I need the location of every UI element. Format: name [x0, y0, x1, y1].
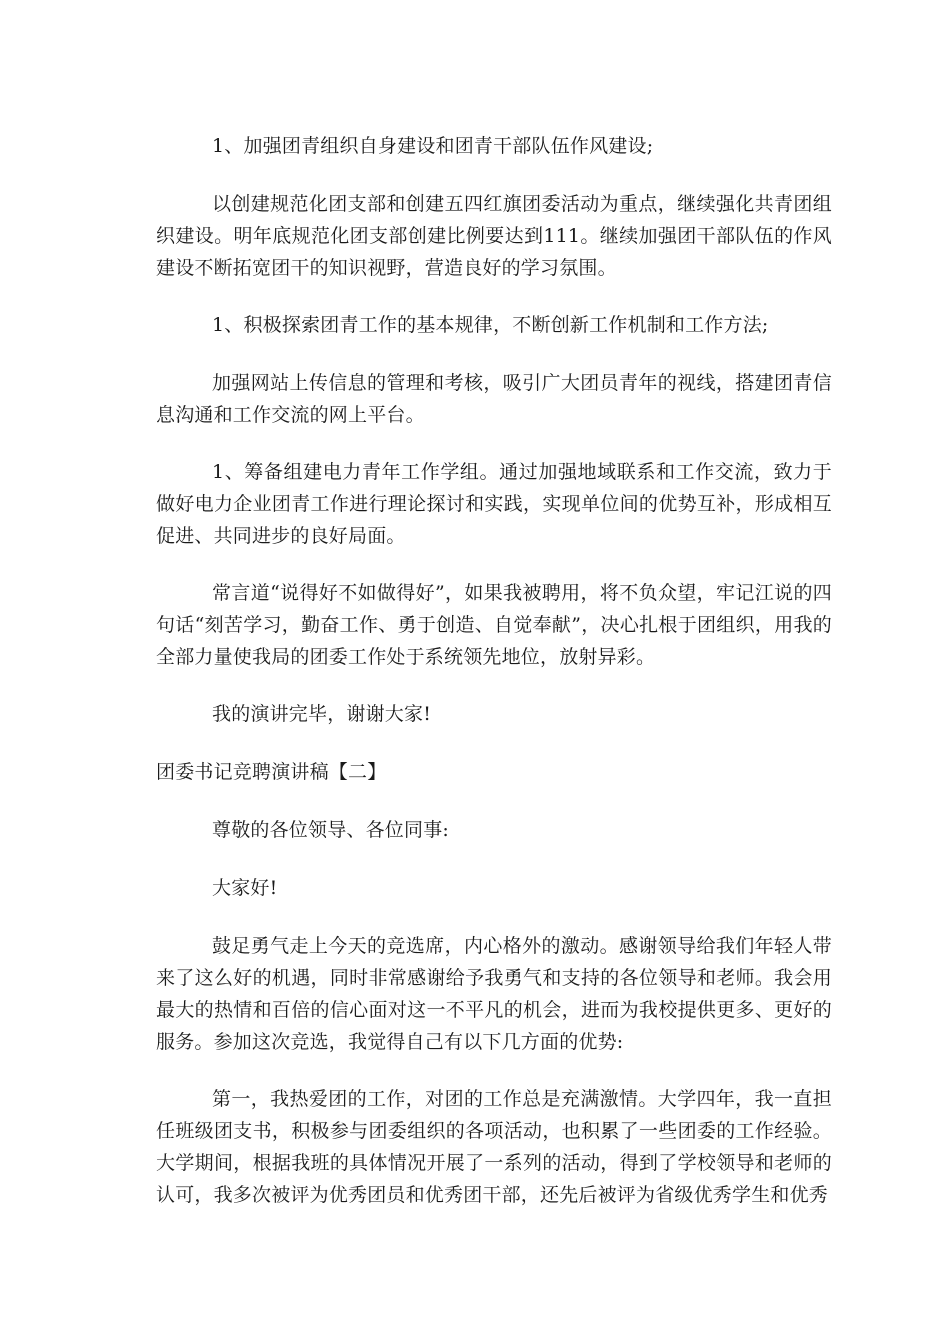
paragraph: 1、筹备组建电力青年工作学组。通过加强地域联系和工作交流，致力于做好电力企业团青工作进行理论探讨和实践，实现单位间的优势互补，形成相互促进、共同进步的良好局面。: [156, 461, 832, 547]
paragraph: 第一，我热爱团的工作，对团的工作总是充满激情。大学四年，我一直担任班级团支书，积极参与团委组织的各项活动，也积累了一些团委的工作经验。大学期间，根据我班的具体情况开展了一系列的活动，得到了学校领导和老师的认可，我多次被评为优秀团员和优秀团干部，还先后被评为省级优秀学生和优秀: [156, 1088, 832, 1206]
paragraph: 以创建规范化团支部和创建五四红旗团委活动为重点，继续强化共青团组织建设。明年底规范化团支部创建比例要达到111。继续加强团干部队伍的作风建设不断拓宽团干的知识视野，营造良好的学习氛围。: [156, 193, 832, 279]
greeting: 大家好!: [212, 877, 278, 899]
paragraph: 1、积极探索团青工作的基本规律，不断创新工作机制和工作方法;: [212, 314, 769, 336]
section-title: 团委书记竞聘演讲稿【二】: [156, 761, 387, 783]
salutation: 尊敬的各位领导、各位同事:: [212, 819, 450, 841]
paragraph: 加强网站上传信息的管理和考核，吸引广大团员青年的视线，搭建团青信息沟通和工作交流的网上平台。: [156, 372, 832, 426]
document-body: [156, 130, 832, 1236]
paragraph: 常言道“说得好不如做得好”，如果我被聘用，将不负众望，牢记江说的四句话“刻苦学习，勤奋工作、勇于创造、自觉奉献”，决心扎根于团组织，用我的全部力量使我局的团委工作处于系统领先地位，放射异彩。: [156, 582, 832, 668]
paragraph: 我的演讲完毕，谢谢大家!: [212, 703, 432, 725]
paragraph: 鼓足勇气走上今天的竞选席，内心格外的激动。感谢领导给我们年轻人带来了这么好的机遇，同时非常感谢给予我勇气和支持的各位领导和老师。我会用最大的热情和百倍的信心面对这一不平凡的机会，进而为我校提供更多、更好的服务。参加这次竞选，我觉得自己有以下几方面的优势:: [156, 935, 832, 1053]
paragraph: 1、加强团青组织自身建设和团青干部队伍作风建设;: [212, 135, 654, 157]
